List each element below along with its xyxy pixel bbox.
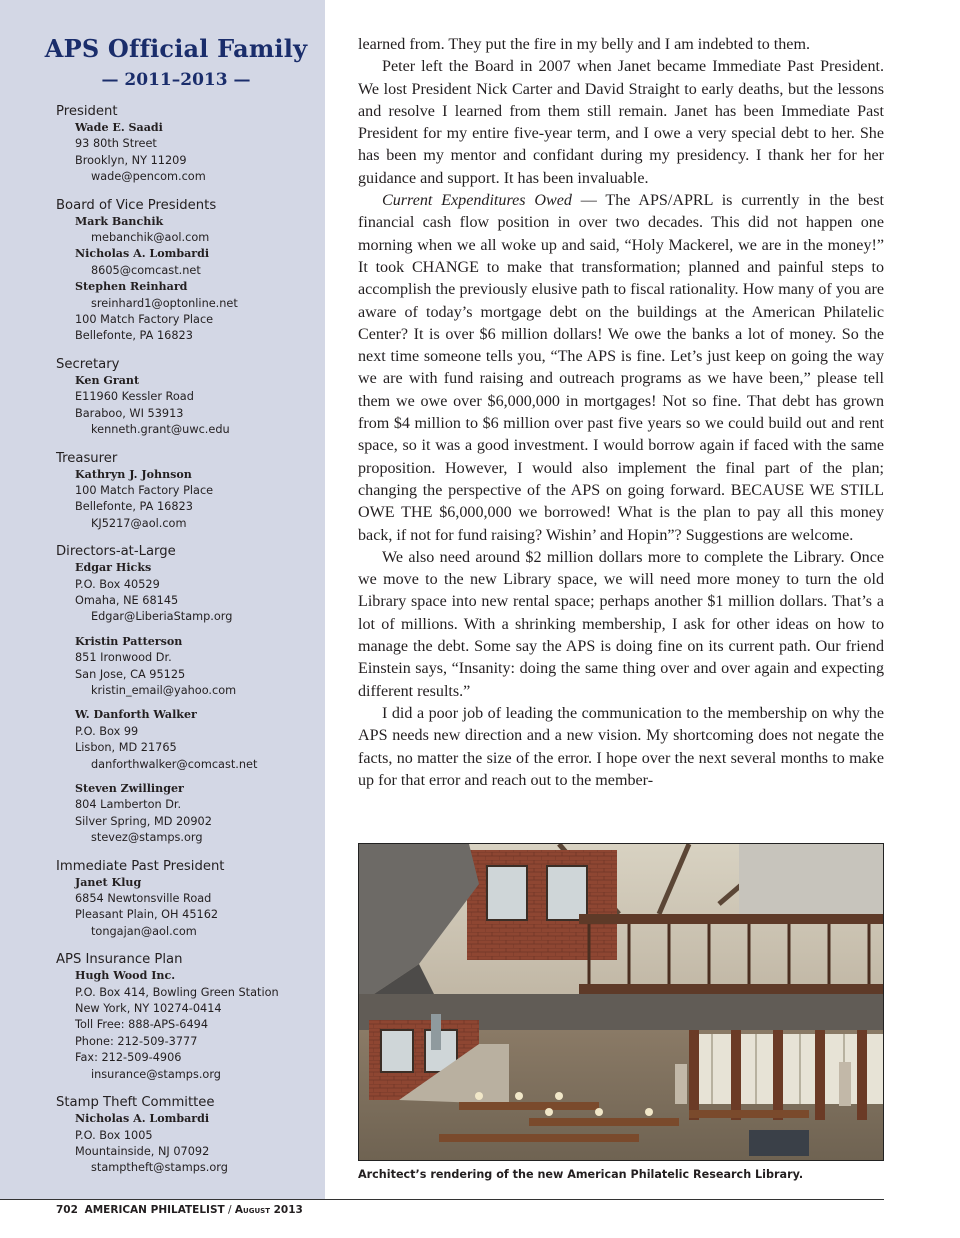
sidebar-title: APS Official Family (44, 34, 308, 63)
article-paragraph: Peter left the Board in 2007 when Janet became Immediate Past President. We lost President Nick Carter and David Straight to early deaths, but the lessons and resolve I learned from them still remain. Janet has been Immediate Past President for my entire five-year term, and I owe a very special debt to her. She has been my mentor and confidant during my presidency. I thank her for her guidance and support. It has been invaluable. (358, 58, 884, 187)
directory-section (56, 197, 321, 345)
contact-block (56, 214, 321, 345)
issue-date: August 2013 (234, 1204, 303, 1216)
officer-directory (56, 103, 321, 1188)
contact-email: stevez@stamps.org (91, 831, 203, 845)
contact-email: Edgar@LiberiaStamp.org (91, 610, 233, 624)
contact-name: Kathryn J. Johnson (75, 467, 192, 481)
page-number: 702 (56, 1204, 78, 1216)
contact-block (56, 120, 321, 186)
contact-block (56, 1111, 321, 1177)
contact-address-line: 100 Match Factory Place (75, 483, 214, 497)
article-body (358, 34, 884, 792)
contact-block (56, 968, 321, 1083)
directory-section (56, 858, 321, 941)
article-paragraph: I did a poor job of leading the communication to the membership on why the APS needs new direction and a new vision. My shortcoming does not negate the facts, no matter the size of the error. I hope over the next several months to make up for that error and reach out to the member- (358, 704, 884, 789)
sidebar (0, 0, 325, 1200)
figure-caption: Architect’s rendering of the new American Philatelic Research Library. (358, 1168, 804, 1181)
contact-name: Steven Zwillinger (75, 782, 184, 795)
contact-email: kristin_email@yahoo.com (91, 683, 237, 697)
contact-address-line: Bellefonte, PA 16823 (75, 500, 193, 514)
contact-address-line: 851 Ironwood Dr. (75, 651, 172, 665)
contact-address-line: New York, NY 10274-0414 (75, 1002, 222, 1016)
section-heading: Immediate Past President (56, 858, 225, 874)
article-paragraph: We also need around $2 million dollars more to complete the Library. Once we move to the new Library space, we will need more money to turn the old Library space into new rental space; perhaps another $1 million dollars. That’s a lot of millions. With a shrinking membership, I ask for other ideas on how to manage the debt. Some say the APS is doing fine on its current path. Our friend Einstein says, “Insanity: doing the same thing over and over again and expecting different results.” (358, 548, 884, 700)
contact-name: W. Danforth Walker (75, 708, 197, 722)
contact-block (56, 467, 321, 533)
contact-name: Mark Banchik (75, 214, 164, 228)
contact-name: Edgar Hicks (75, 561, 152, 575)
contact-name: Stephen Reinhard (75, 280, 188, 294)
contact-address-line: Bellefonte, PA 16823 (75, 329, 193, 343)
contact-address-line: Baraboo, WI 53913 (75, 406, 184, 420)
contact-address-line: P.O. Box 414, Bowling Green Station (75, 985, 279, 999)
directory-section (56, 450, 321, 533)
contact-address-line: Silver Spring, MD 20902 (75, 814, 212, 828)
contact-address-line: 6854 Newtonsville Road (75, 892, 212, 906)
article-paragraph (358, 190, 884, 547)
contact-name: Hugh Wood Inc. (75, 969, 176, 983)
contact-block (56, 875, 321, 941)
contact-address-line: Phone: 212-509-3777 (75, 1034, 198, 1048)
footer-divider (0, 1199, 884, 1200)
contact-address-line: 100 Match Factory Place (75, 313, 214, 327)
footer-separator: / (224, 1204, 235, 1216)
contact-name: Janet Klug (75, 875, 142, 889)
library-rendering-image (358, 843, 884, 1161)
contact-email: 8605@comcast.net (91, 263, 201, 277)
directory-section (56, 951, 321, 1083)
section-heading: Stamp Theft Committee (56, 1095, 215, 1111)
contact-block (56, 560, 321, 626)
contact-address-line: 93 80th Street (75, 137, 157, 151)
contact-name: Kristin Patterson (75, 634, 183, 648)
section-heading: APS Insurance Plan (56, 952, 183, 968)
contact-address-line: Toll Free: 888-APS-6494 (75, 1018, 209, 1032)
contact-address-line: E11960 Kessler Road (75, 390, 194, 404)
contact-email: kenneth.grant@uwc.edu (91, 423, 230, 437)
section-heading: Directors-at-Large (56, 544, 176, 560)
contact-address-line: Pleasant Plain, OH 45162 (75, 908, 219, 922)
contact-address-line: P.O. Box 40529 (75, 577, 160, 591)
contact-email: insurance@stamps.org (91, 1067, 221, 1081)
section-heading: President (56, 104, 118, 119)
contact-block (56, 634, 321, 700)
contact-email: wade@pencom.com (91, 170, 206, 184)
contact-block (56, 707, 321, 773)
contact-block (56, 781, 321, 847)
contact-email: tongajan@aol.com (91, 924, 197, 938)
paragraph-lead-in: Current Expenditures Owed (382, 192, 572, 210)
contact-address-line: Lisbon, MD 21765 (75, 741, 177, 755)
magazine-name: AMERICAN PHILATELIST (84, 1204, 225, 1216)
contact-name: Nicholas A. Lombardi (75, 1112, 210, 1126)
article-paragraph: learned from. They put the fire in my belly and I am indebted to them. (358, 36, 810, 53)
directory-section (56, 543, 321, 847)
directory-section (56, 103, 321, 186)
sidebar-years: — 2011–2013 — (101, 70, 251, 90)
directory-section (56, 1094, 321, 1177)
paragraph-text: — The APS/APRL is currently in the best financial cash flow position in over two decades. This did not happen one morning when we all woke up and said, “Holy Mackerel, we are in the money!” It took CHANGE to make that transformation; planned and painful steps to accomplish the previously elusive path to fiscal rationality. How many of you are aware of today’s mortgage debt on the buildings at the American Philatelic Center? It is over $6 million dollars! We owe the banks a lot of money. So the next time someone tells you, “The APS is fine. Let’s just keep on going the way we are with fund raising and outreach programs as we have been,” please tell them we owe over $6,000,000 in mortgages! Not so fine. That debt has grown from $4 million to $6 million over past five years so we could build out and rent space, so it was a good investment. I would borrow again if faced with the same proposition. However, I would also implement the final part of the plan; changing the perspective of the APS on going forward. BECAUSE WE STILL OWE THE $6,000,000 we borrowed! What is the plan to pay all this money back, if not for fund raising? Wishin’ and Hopin”? Suggestions are welcome. (358, 192, 884, 544)
page-footer (56, 1204, 303, 1216)
contact-address-line: Fax: 212-509-4906 (75, 1051, 182, 1065)
directory-section (56, 356, 321, 439)
contact-email: stamptheft@stamps.org (91, 1161, 228, 1175)
contact-email: sreinhard1@optonline.net (91, 296, 238, 310)
contact-address-line: P.O. Box 1005 (75, 1128, 153, 1142)
contact-name: Nicholas A. Lombardi (75, 247, 210, 261)
contact-name: Ken Grant (75, 373, 140, 387)
library-interior-illustration (359, 844, 883, 1160)
contact-block (56, 373, 321, 439)
section-heading: Board of Vice Presidents (56, 197, 217, 213)
contact-address-line: Omaha, NE 68145 (75, 593, 179, 607)
section-heading: Treasurer (56, 450, 118, 466)
section-heading: Secretary (56, 356, 120, 372)
contact-address-line: 804 Lamberton Dr. (75, 798, 182, 812)
contact-address-line: Brooklyn, NY 11209 (75, 153, 187, 167)
contact-address-line: Mountainside, NJ 07092 (75, 1144, 210, 1158)
contact-email: mebanchik@aol.com (91, 231, 210, 245)
contact-address-line: P.O. Box 99 (75, 724, 139, 738)
contact-email: KJ5217@aol.com (91, 516, 187, 530)
contact-email: danforthwalker@comcast.net (91, 757, 258, 771)
contact-name: Wade E. Saadi (75, 121, 163, 134)
contact-address-line: San Jose, CA 95125 (75, 667, 186, 681)
